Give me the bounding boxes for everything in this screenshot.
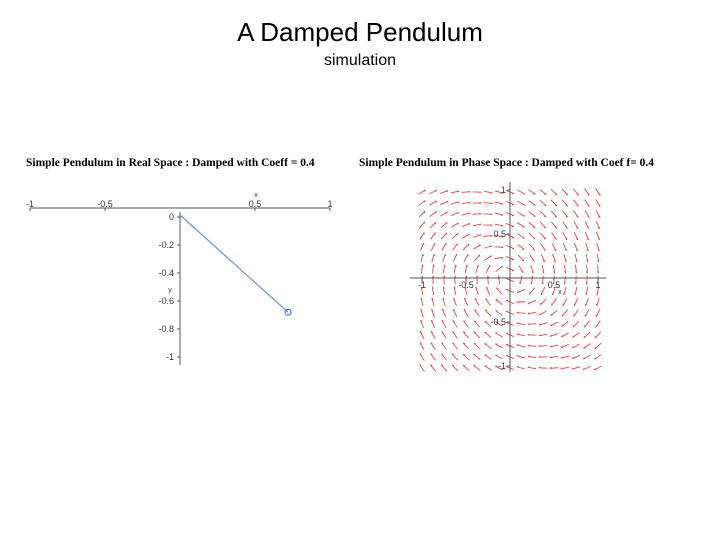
vector-arrow bbox=[496, 266, 502, 271]
vector-arrow bbox=[575, 287, 577, 295]
vector-arrow bbox=[463, 244, 469, 250]
vector-arrow bbox=[464, 254, 468, 261]
vector-arrow bbox=[495, 202, 503, 204]
vector-arrow bbox=[564, 287, 566, 295]
vector-arrow bbox=[540, 200, 546, 205]
vector-arrow bbox=[420, 320, 423, 328]
vector-arrow bbox=[421, 254, 423, 262]
vector-arrow bbox=[419, 222, 424, 229]
phase-x-tick-label: -1 bbox=[417, 280, 427, 290]
vector-arrow bbox=[540, 299, 546, 305]
vector-arrow-head bbox=[544, 227, 546, 228]
vector-arrow bbox=[496, 299, 502, 304]
vector-arrow-head bbox=[463, 354, 465, 355]
vector-arrow-head bbox=[485, 310, 487, 311]
vector-arrow bbox=[574, 221, 578, 228]
vector-arrow bbox=[562, 310, 567, 316]
vector-arrow bbox=[551, 310, 557, 315]
vector-arrow bbox=[432, 254, 434, 262]
phase-x-tick-label: 1 bbox=[595, 280, 601, 290]
vector-arrow bbox=[474, 354, 481, 359]
vector-arrow-head bbox=[501, 215, 503, 216]
vector-arrow bbox=[453, 254, 456, 262]
vector-arrow bbox=[485, 256, 492, 261]
vector-arrow-head bbox=[522, 260, 524, 261]
vector-arrow bbox=[475, 298, 479, 305]
vector-arrow bbox=[430, 365, 435, 372]
vector-arrow bbox=[596, 189, 601, 196]
vector-arrow bbox=[474, 310, 479, 317]
vector-arrow bbox=[584, 332, 590, 338]
slide-title: A Damped Pendulum bbox=[237, 17, 483, 47]
vector-arrow-head bbox=[575, 293, 576, 295]
vector-arrow bbox=[442, 343, 447, 350]
vector-arrow bbox=[431, 331, 435, 338]
vector-arrow bbox=[585, 232, 588, 240]
vector-arrow bbox=[594, 366, 601, 370]
vector-arrow bbox=[485, 299, 490, 306]
vector-arrow bbox=[563, 232, 567, 239]
vector-arrow bbox=[517, 234, 524, 239]
vector-arrow bbox=[452, 354, 458, 360]
vector-arrow bbox=[572, 355, 580, 358]
vector-arrow bbox=[453, 332, 458, 339]
vector-arrow bbox=[586, 287, 587, 295]
vector-arrow bbox=[596, 210, 600, 217]
real-y-tick-label: -0.8 bbox=[158, 324, 174, 334]
vector-arrow bbox=[452, 233, 458, 239]
vector-arrow bbox=[429, 201, 436, 205]
vector-arrow bbox=[440, 201, 448, 205]
vector-arrow bbox=[563, 298, 567, 305]
vector-arrow bbox=[529, 211, 536, 216]
vector-arrow bbox=[517, 313, 525, 314]
vector-arrow bbox=[441, 354, 446, 361]
vector-arrow bbox=[442, 320, 446, 327]
vector-arrow bbox=[495, 355, 502, 359]
vector-arrow bbox=[585, 221, 589, 228]
phase-y-tick-label: -1 bbox=[497, 361, 506, 371]
vector-arrow bbox=[551, 189, 557, 195]
vector-arrow bbox=[551, 222, 556, 229]
phase-space-plot-caption: Simple Pendulum in Phase Space : Damped with Coef f= 0.4 bbox=[359, 157, 655, 169]
vector-arrow bbox=[541, 254, 545, 262]
vector-arrow bbox=[430, 211, 437, 216]
vector-arrow bbox=[528, 356, 536, 357]
vector-arrow-head bbox=[467, 265, 468, 267]
vector-arrow bbox=[541, 244, 546, 251]
vector-arrow bbox=[528, 190, 535, 195]
vector-arrow bbox=[529, 201, 536, 206]
vector-arrow bbox=[574, 310, 579, 317]
phase-x-axis-label: x bbox=[558, 289, 562, 296]
vector-arrow bbox=[420, 243, 423, 251]
vector-arrow bbox=[562, 321, 569, 326]
vector-arrow bbox=[440, 212, 447, 216]
vector-arrow bbox=[451, 223, 458, 228]
vector-arrow bbox=[431, 233, 436, 240]
vector-arrow bbox=[474, 343, 480, 349]
real-y-tick-label: -1 bbox=[165, 352, 174, 362]
vector-arrow bbox=[596, 221, 600, 229]
vector-arrow bbox=[462, 223, 470, 226]
vector-arrow bbox=[540, 189, 547, 194]
vector-arrow bbox=[495, 333, 502, 337]
vector-arrow bbox=[451, 212, 459, 216]
vector-arrow bbox=[528, 300, 535, 304]
vector-arrow bbox=[453, 309, 457, 316]
vector-arrow bbox=[552, 243, 556, 250]
vector-arrow bbox=[529, 288, 534, 295]
vector-arrow bbox=[496, 311, 503, 316]
vector-arrow bbox=[463, 354, 469, 360]
vector-arrow bbox=[517, 334, 525, 336]
vector-arrow bbox=[485, 332, 492, 337]
vector-arrow bbox=[431, 342, 436, 349]
phase-y-tick-label: -0.5 bbox=[490, 317, 506, 327]
vector-arrow bbox=[485, 310, 491, 316]
vector-arrow bbox=[517, 323, 525, 324]
vector-arrow bbox=[464, 298, 467, 306]
phase-y-tick-label: 1 bbox=[500, 185, 506, 195]
vector-arrow bbox=[474, 332, 480, 338]
vector-arrow bbox=[539, 311, 546, 315]
vector-arrow bbox=[420, 365, 425, 372]
vector-arrow bbox=[595, 332, 601, 338]
vector-arrow bbox=[583, 355, 590, 359]
vector-arrow bbox=[518, 255, 524, 261]
vector-arrow bbox=[563, 222, 568, 229]
vector-arrow bbox=[454, 265, 455, 273]
real-y-axis-label: y bbox=[168, 287, 172, 294]
vector-arrow bbox=[517, 223, 524, 227]
vector-arrow bbox=[495, 213, 503, 215]
vector-arrow bbox=[485, 355, 492, 360]
vector-arrow-head bbox=[423, 254, 424, 256]
vector-arrow bbox=[452, 343, 457, 349]
vector-arrow bbox=[429, 190, 437, 194]
vector-arrow bbox=[484, 203, 492, 204]
vector-arrow bbox=[584, 189, 589, 196]
real-x-tick-label: -0.5 bbox=[97, 199, 113, 209]
vector-arrow-head bbox=[540, 303, 541, 305]
vector-arrow bbox=[486, 287, 490, 295]
vector-arrow bbox=[418, 190, 425, 194]
vector-arrow bbox=[573, 321, 579, 327]
vector-arrow bbox=[442, 309, 445, 317]
vector-arrow-head bbox=[555, 205, 557, 206]
vector-arrow bbox=[517, 289, 525, 292]
vector-arrow bbox=[528, 367, 536, 368]
vector-arrow bbox=[518, 244, 525, 249]
vector-arrow bbox=[551, 211, 557, 217]
vector-arrow bbox=[476, 265, 478, 273]
vector-arrow-head bbox=[452, 365, 454, 366]
vector-arrow bbox=[540, 222, 546, 228]
vector-arrow bbox=[562, 189, 568, 195]
vector-arrow bbox=[496, 288, 501, 295]
vector-arrow bbox=[443, 265, 444, 273]
vector-arrow bbox=[583, 366, 591, 369]
vector-arrow bbox=[550, 322, 557, 326]
vector-arrow bbox=[574, 298, 577, 306]
vector-arrow bbox=[596, 199, 601, 206]
vector-arrow bbox=[442, 243, 446, 250]
vector-arrow bbox=[597, 298, 599, 306]
vector-arrow bbox=[529, 244, 535, 250]
vector-arrow bbox=[420, 232, 424, 239]
vector-arrow bbox=[420, 331, 424, 338]
real-y-tick-label: 0 bbox=[168, 212, 174, 222]
vector-arrow bbox=[595, 343, 601, 349]
vector-arrow bbox=[474, 255, 479, 262]
vector-arrow bbox=[452, 365, 458, 371]
vector-arrow bbox=[420, 353, 425, 360]
vector-arrow bbox=[517, 345, 525, 347]
vector-arrow bbox=[520, 276, 522, 284]
vector-arrow bbox=[585, 210, 589, 217]
vector-arrow bbox=[430, 222, 436, 228]
vector-arrow-head bbox=[474, 332, 476, 333]
vector-arrow bbox=[495, 344, 502, 348]
slide-subtitle: simulation bbox=[323, 52, 397, 69]
real-space-plot-caption: Simple Pendulum in Real Space : Damped with Coeff = 0.4 bbox=[26, 157, 315, 169]
vector-arrow bbox=[530, 255, 535, 262]
vector-arrow bbox=[431, 320, 435, 328]
vector-arrow bbox=[543, 276, 544, 284]
vector-arrow bbox=[552, 233, 557, 240]
vector-arrow bbox=[443, 254, 446, 262]
vector-arrow bbox=[495, 224, 503, 226]
vector-arrow bbox=[484, 366, 491, 371]
vector-arrow bbox=[441, 222, 447, 227]
vector-arrow bbox=[532, 276, 533, 284]
vector-arrow bbox=[486, 265, 490, 273]
vector-arrow bbox=[453, 244, 458, 251]
real-y-tick-label: -0.4 bbox=[158, 268, 174, 278]
vector-arrow bbox=[586, 298, 589, 306]
vector-arrow bbox=[485, 344, 492, 349]
vector-arrow bbox=[517, 201, 524, 205]
phase-y-tick-label: 0.5 bbox=[493, 229, 506, 239]
vector-arrow bbox=[596, 309, 600, 317]
vector-arrow bbox=[465, 265, 467, 273]
vector-arrow bbox=[419, 200, 426, 205]
vector-arrow-head bbox=[573, 325, 574, 327]
vector-arrow bbox=[573, 189, 578, 195]
vector-arrow bbox=[562, 200, 568, 206]
real-x-tick-label: -1 bbox=[25, 199, 35, 209]
vector-arrow bbox=[584, 344, 591, 349]
real-y-tick-label: -0.6 bbox=[158, 296, 174, 306]
vector-arrow bbox=[529, 222, 536, 227]
vector-arrow bbox=[432, 265, 433, 273]
real-x-axis-label: x bbox=[254, 192, 258, 199]
vector-arrow bbox=[441, 233, 446, 239]
vector-arrow bbox=[463, 332, 468, 338]
vector-arrow bbox=[441, 365, 447, 371]
vector-arrow bbox=[517, 190, 524, 194]
vector-arrow bbox=[462, 234, 469, 239]
vector-arrow bbox=[552, 299, 557, 306]
vector-arrow bbox=[474, 365, 481, 370]
vector-arrow bbox=[484, 191, 492, 192]
vector-arrow bbox=[517, 356, 525, 358]
vector-arrow bbox=[574, 232, 578, 239]
vector-arrow bbox=[574, 211, 579, 218]
phase-x-tick-label: 0.5 bbox=[547, 280, 561, 290]
vector-arrow bbox=[474, 321, 480, 327]
vector-arrow bbox=[453, 320, 457, 327]
vector-arrow bbox=[562, 211, 567, 218]
vector-arrow bbox=[464, 309, 468, 316]
vector-arrow bbox=[529, 233, 535, 239]
vector-arrow bbox=[464, 321, 469, 328]
vector-arrow bbox=[563, 243, 567, 251]
vector-arrow bbox=[463, 365, 469, 371]
vector-arrow bbox=[584, 321, 589, 328]
vector-arrow bbox=[561, 333, 568, 337]
vector-arrow bbox=[431, 243, 435, 251]
vector-arrow bbox=[422, 265, 423, 273]
real-x-tick-label: 1 bbox=[327, 199, 333, 209]
vector-arrow bbox=[419, 211, 425, 217]
vector-arrow bbox=[596, 320, 601, 327]
vector-arrow bbox=[517, 367, 525, 369]
vector-arrow bbox=[463, 343, 469, 349]
vector-arrow bbox=[585, 309, 589, 316]
vector-arrow-head bbox=[424, 211, 425, 213]
vector-arrow bbox=[431, 354, 436, 361]
real-y-tick-label: -0.2 bbox=[158, 240, 174, 250]
vector-arrow bbox=[517, 212, 524, 216]
vector-arrow bbox=[573, 200, 578, 207]
vector-arrow-head bbox=[517, 345, 519, 346]
vector-arrow bbox=[585, 200, 590, 207]
vector-arrow bbox=[573, 332, 580, 337]
vector-arrow bbox=[528, 346, 536, 347]
vector-arrow-head bbox=[517, 334, 519, 335]
vector-arrow-head bbox=[468, 244, 469, 246]
vector-arrow bbox=[519, 265, 523, 272]
phase-x-tick-label: -0.5 bbox=[458, 280, 474, 290]
vector-arrow bbox=[572, 344, 579, 348]
vector-arrow bbox=[551, 200, 557, 206]
vector-arrow bbox=[420, 342, 424, 349]
vector-arrow bbox=[442, 331, 447, 338]
vector-arrow-head bbox=[435, 222, 436, 224]
vector-arrow bbox=[474, 245, 481, 250]
vector-arrow bbox=[541, 287, 545, 295]
vector-arrow bbox=[540, 233, 545, 239]
real-x-tick-label: 0.5 bbox=[248, 199, 262, 209]
vector-arrow bbox=[540, 211, 546, 217]
vector-arrow bbox=[595, 355, 602, 360]
